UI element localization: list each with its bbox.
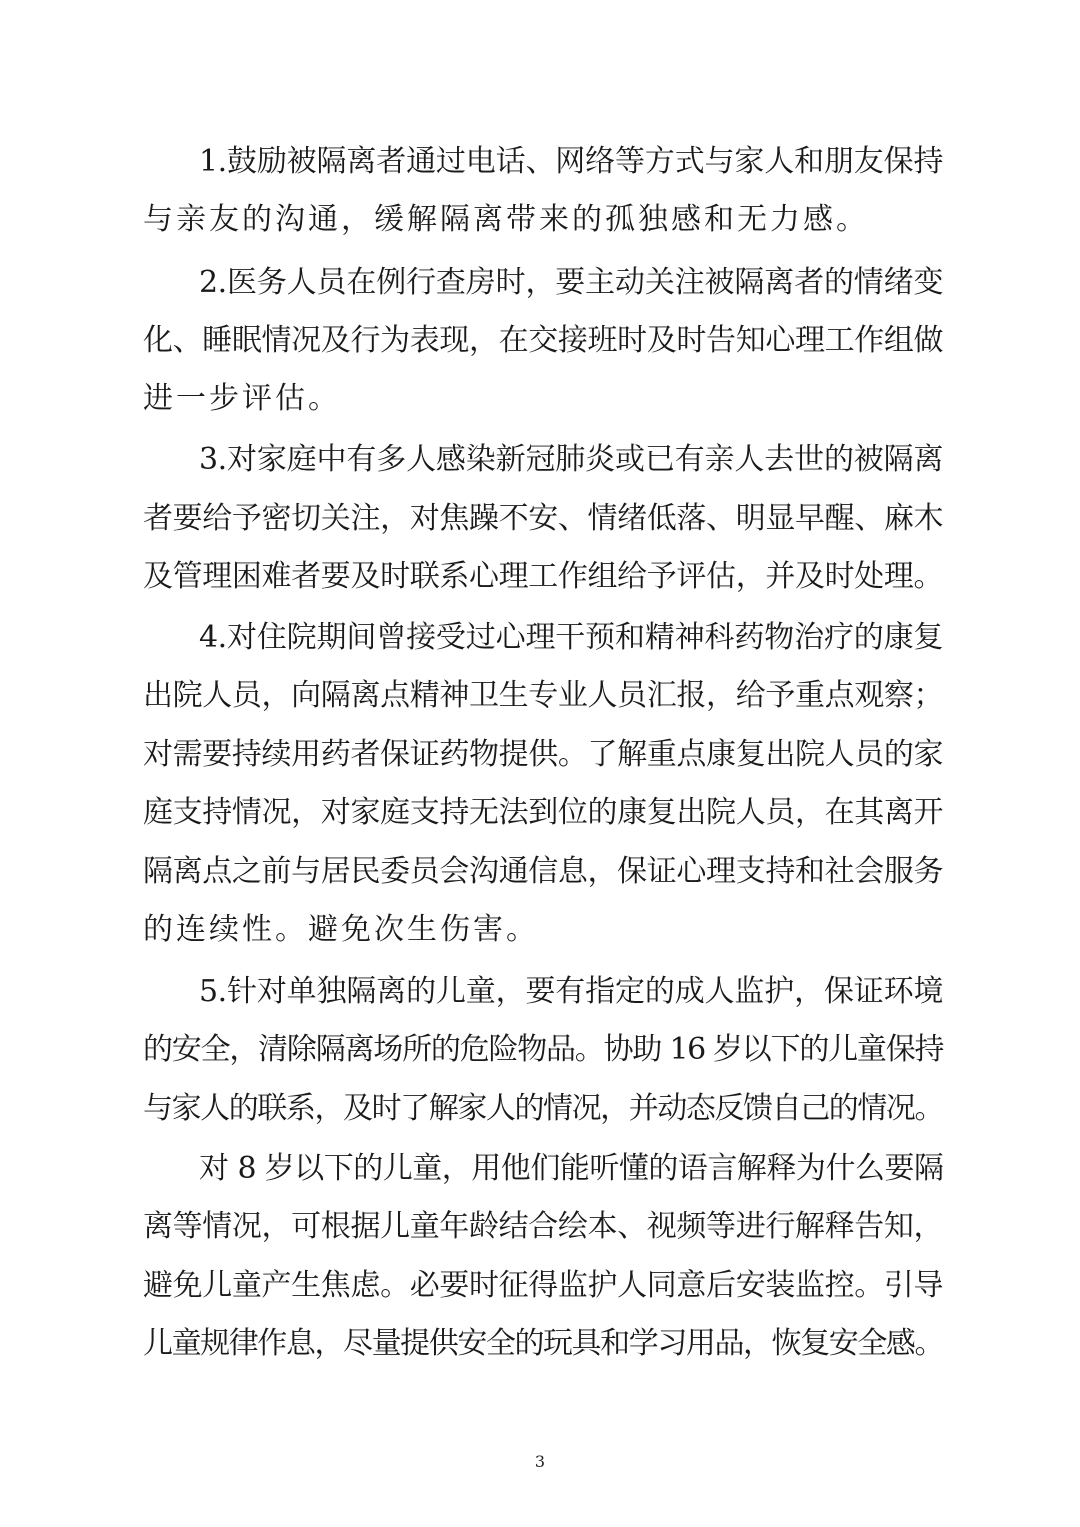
text-line: 对 8 岁以下的儿童，用他们能听懂的语言解释为什么要隔: [199, 1151, 943, 1186]
text-line: 5.针对单独隔离的儿童，要有指定的成人监护，保证环境: [199, 974, 943, 1009]
text-line: 对需要持续用药者保证药物提供。了解重点康复出院人员的家: [143, 737, 943, 772]
text-line: 及管理困难者要及时联系心理工作组给予评估，并及时处理。: [143, 559, 943, 594]
text-line: 2.医务人员在例行查房时，要主动关注被隔离者的情绪变: [199, 265, 943, 300]
page-number: 3: [534, 1452, 546, 1471]
text-line: 的安全，清除隔离场所的危险物品。协助 16 岁以下的儿童保持: [143, 1032, 943, 1067]
text-line: 离等情况，可根据儿童年龄结合绘本、视频等进行解释告知，: [143, 1209, 943, 1244]
text-line: 者要给予密切关注，对焦躁不安、情绪低落、明显早醒、麻木: [143, 501, 943, 536]
text-line: 与亲友的沟通，缓解隔离带来的孤独感和无力感。: [143, 202, 869, 237]
text-line: 进一步评估。: [143, 381, 341, 416]
text-line: 避免儿童产生焦虑。必要时征得监护人同意后安装监控。引导: [143, 1268, 943, 1303]
text-line: 化、睡眠情况及行为表现，在交接班时及时告知心理工作组做: [143, 323, 943, 358]
text-line: 4.对住院期间曾接受过心理干预和精神科药物治疗的康复: [199, 620, 943, 655]
text-line: 3.对家庭中有多人感染新冠肺炎或已有亲人去世的被隔离: [199, 442, 943, 477]
text-line: 儿童规律作息，尽量提供安全的玩具和学习用品，恢复安全感。: [143, 1326, 943, 1361]
text-line: 与家人的联系，及时了解家人的情况，并动态反馈自己的情况。: [143, 1091, 943, 1126]
text-line: 庭支持情况，对家庭支持无法到位的康复出院人员，在其离开: [143, 795, 943, 830]
text-line: 的连续性。避免次生伤害。: [143, 912, 539, 947]
text-line: 隔离点之前与居民委员会沟通信息，保证心理支持和社会服务: [143, 854, 943, 889]
text-line: 1.鼓励被隔离者通过电话、网络等方式与家人和朋友保持: [199, 144, 943, 179]
text-line: 出院人员，向隔离点精神卫生专业人员汇报，给予重点观察；: [143, 678, 943, 713]
